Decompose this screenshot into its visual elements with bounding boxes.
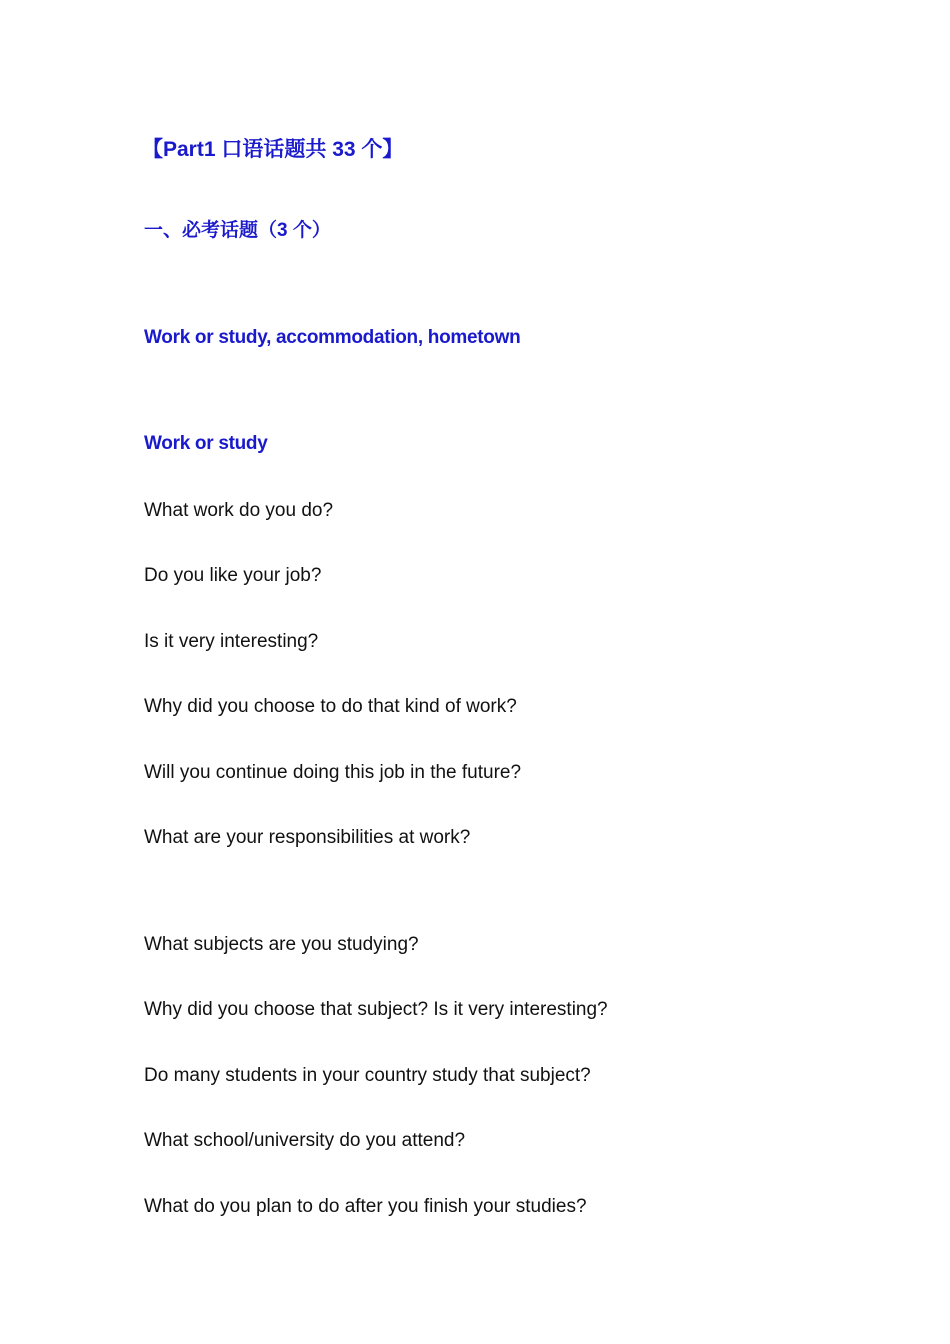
question-item: What are your responsibilities at work? <box>144 827 471 848</box>
question-item: What school/university do you attend? <box>144 1130 466 1151</box>
subheading-work-or-study: Work or study <box>144 433 268 454</box>
document-title: 【Part1 口语话题共 33 个】 <box>142 138 404 161</box>
question-item: What do you plan to do after you finish your studies? <box>144 1196 587 1217</box>
question-item: Will you continue doing this job in the future? <box>144 762 522 783</box>
question-item: Is it very interesting? <box>144 631 319 652</box>
question-item: Do you like your job? <box>144 565 322 586</box>
topics-line: Work or study, accommodation, hometown <box>144 327 521 348</box>
question-item: Why did you choose that subject? Is it very interesting? <box>144 999 608 1020</box>
question-item: What work do you do? <box>144 500 334 521</box>
question-item: What subjects are you studying? <box>144 934 419 955</box>
question-item: Why did you choose to do that kind of work? <box>144 696 517 717</box>
question-item: Do many students in your country study that subject? <box>144 1065 591 1086</box>
section-heading: 一、必考话题（3 个） <box>144 220 331 241</box>
